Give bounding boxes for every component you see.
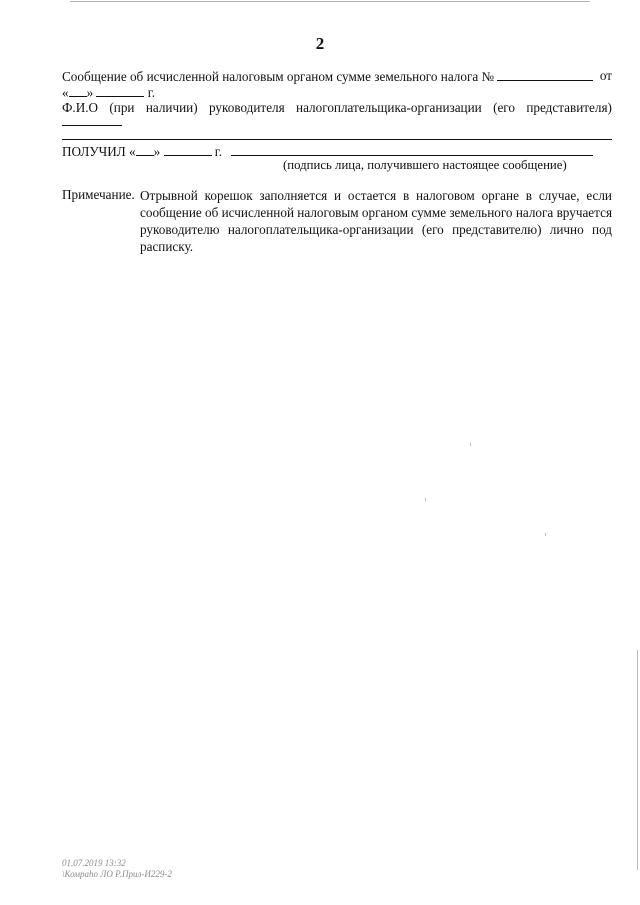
fio-line: [62, 100, 612, 116]
scan-edge-line: [70, 1, 590, 2]
date-quote-open: «: [62, 85, 69, 100]
received-quote-close: »: [153, 144, 161, 159]
date-year-suffix: г.: [147, 85, 155, 100]
fio-word: (при: [109, 100, 135, 115]
scan-speck: [425, 498, 426, 501]
message-line: [62, 68, 612, 85]
fio-word: (его: [493, 100, 515, 115]
message-date-line: [62, 84, 612, 101]
received-label: ПОЛУЧИЛ «: [62, 144, 136, 159]
footer-file-path: \Комраhо ЛО Р.Прил-И229-2: [62, 869, 172, 879]
fio-word: наличии): [145, 100, 198, 115]
scan-right-edge: [637, 650, 638, 870]
fio-short-blank: [62, 125, 122, 126]
fio-word: Ф.И.О: [62, 100, 99, 115]
message-from: от: [599, 68, 612, 83]
received-month-blank: [164, 143, 212, 156]
received-year-suffix: г.: [214, 144, 223, 159]
fio-word: руководителя: [208, 100, 285, 115]
note-label: Примечание.: [62, 187, 135, 202]
received-day-blank: [136, 143, 154, 156]
signature-caption: (подпись лица, получившего настоящее сообщение): [283, 158, 567, 172]
date-quote-close: »: [86, 85, 94, 100]
day-blank: [69, 84, 87, 97]
scan-speck: [470, 443, 471, 446]
note-text: Отрывной корешок заполняется и остается в налоговом органе в случае, если сообщение об исчисленной налоговым органом сумме земельного налога вручается руководителю налогоплательщика-организации (его представителю) лично под расписку.: [140, 188, 613, 254]
fio-full-blank: [62, 139, 612, 140]
month-blank: [96, 84, 144, 97]
message-prefix: Сообщение об исчисленной налоговым органом сумме земельного налога №: [62, 69, 495, 84]
scan-speck: [545, 533, 546, 536]
signature-blank: [231, 143, 593, 156]
message-number-blank: [497, 68, 593, 81]
fio-word: представителя): [526, 100, 612, 115]
fio-word: налогоплательщика-организации: [296, 100, 482, 115]
page-number: 2: [315, 34, 325, 53]
message-title: [62, 68, 593, 85]
footer-timestamp: 01.07.2019 13:32: [62, 858, 126, 868]
